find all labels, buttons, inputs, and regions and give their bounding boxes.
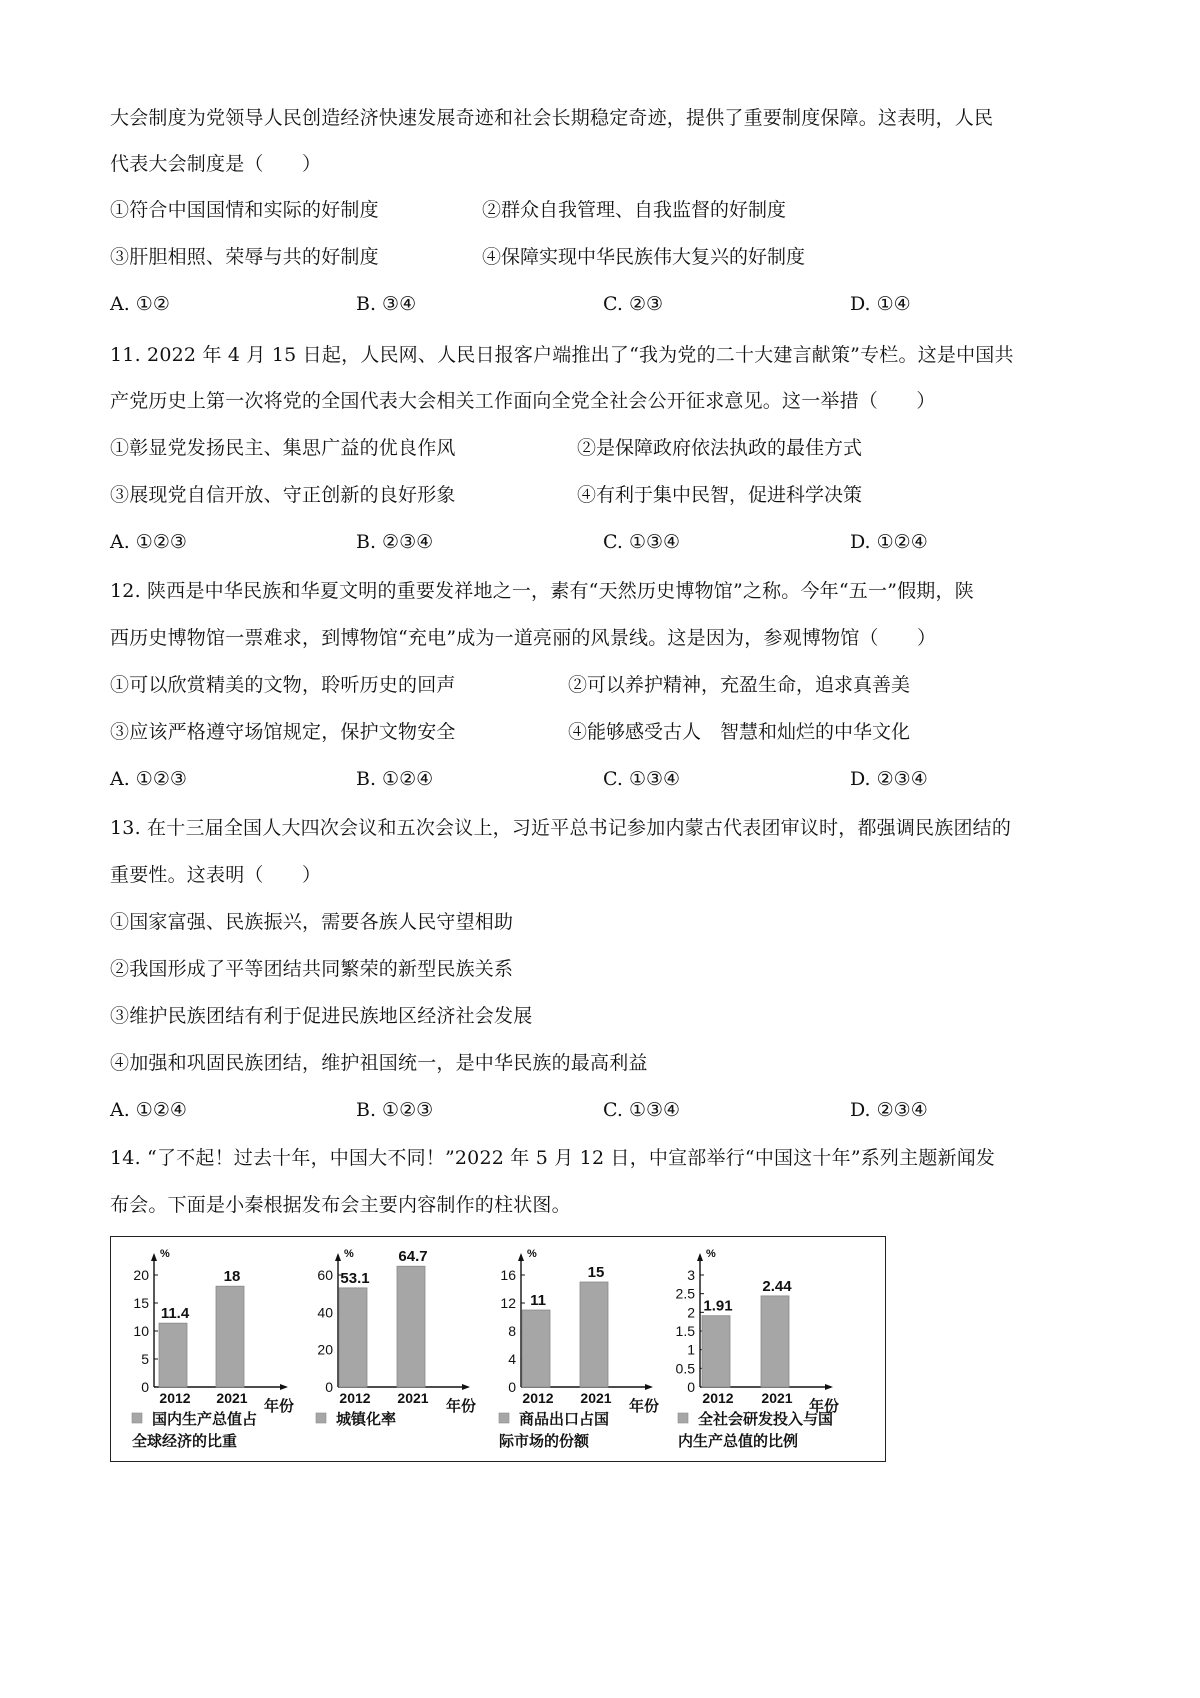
- chart-2-x-axis-arrow: [462, 1384, 470, 1390]
- chart-1-y-tick-label: 15: [133, 1295, 149, 1311]
- chart-3-x-axis-arrow: [645, 1384, 653, 1390]
- chart-3-category-label: 2012: [522, 1390, 554, 1406]
- chart-1-legend-swatch: [132, 1413, 142, 1423]
- chart-2-legend-swatch: [316, 1413, 326, 1423]
- chart-4-unit-label: %: [706, 1248, 716, 1260]
- chart-4-legend-swatch: [678, 1413, 688, 1423]
- question-10-choice-b: B. ③④: [356, 293, 417, 315]
- question-13-choice-c: C. ①③④: [603, 1099, 681, 1121]
- chart-4-category-label: 2021: [761, 1390, 793, 1406]
- chart-4-bar-value-label: 2.44: [762, 1277, 792, 1295]
- chart-4-y-tick-label: 1: [687, 1341, 695, 1358]
- chart-3-y-tick-label: 12: [500, 1295, 516, 1311]
- chart-3-y-tick-label: 8: [508, 1323, 516, 1339]
- question-14-stem-line-1: 14. “了不起！过去十年，中国大不同！”2022 年 5 月 12 日，中宣部举行“中国这十年”系列主题新闻发: [110, 1147, 996, 1169]
- chart-2-bar-value-label: 64.7: [398, 1248, 428, 1266]
- question-11-choice-a: A. ①②③: [110, 531, 187, 553]
- chart-2-legend-text: 城镇化率: [336, 1411, 397, 1428]
- question-14-stem-line-2: 布会。下面是小秦根据发布会主要内容制作的柱状图。: [110, 1194, 571, 1216]
- question-11-statement-4: ④有利于集中民智，促进科学决策: [577, 484, 863, 506]
- chart-4-legend-text: 内生产总值的比例: [678, 1433, 799, 1450]
- chart-3-y-tick-label: 4: [508, 1351, 516, 1367]
- question-12-statement-3: ③应该严格遵守场馆规定，保护文物安全: [110, 721, 456, 743]
- question-12-choice-c: C. ①③④: [603, 768, 681, 790]
- question-12-statement-2: ②可以养护精神，充盈生命，追求真善美: [568, 674, 911, 696]
- chart-1-category-label: 2021: [216, 1390, 248, 1406]
- question-12-choice-a: A. ①②③: [110, 768, 187, 790]
- chart-2-y-tick-label: 40: [317, 1304, 333, 1321]
- chart-1-x-axis-arrow: [280, 1384, 288, 1390]
- question-13-stem-line-1: 13. 在十三届全国人大四次会议和五次会议上，习近平总书记参加内蒙古代表团审议时，都强调民族团结的: [110, 817, 1012, 839]
- chart-1-y-tick-label: 20: [133, 1267, 149, 1283]
- question-10-stem-line-1: 大会制度为党领导人民创造经济快速发展奇迹和社会长期稳定奇迹，提供了重要制度保障。这表明，人民: [110, 107, 994, 129]
- chart-4-y-tick-label: 2.5: [675, 1285, 695, 1302]
- question-13-statement-1: ①国家富强、民族振兴，需要各族人民守望相助: [110, 911, 514, 933]
- chart-3-bar: [580, 1282, 608, 1387]
- chart-3-legend-swatch: [499, 1413, 509, 1423]
- question-11-choice-d: D. ①②④: [850, 531, 928, 553]
- chart-1-bar-value-label: 11.4: [160, 1305, 190, 1323]
- question-13-statement-3: ③维护民族团结有利于促进民族地区经济社会发展: [110, 1005, 533, 1027]
- chart-2-category-label: 2021: [397, 1390, 429, 1406]
- chart-4-y-tick-label: 3: [687, 1267, 695, 1283]
- chart-1-bar: [159, 1323, 187, 1387]
- chart-4-bar: [702, 1316, 730, 1387]
- chart-4-bar-value-label: 1.91: [703, 1297, 733, 1315]
- chart-4-x-axis-label: 年份: [809, 1398, 840, 1415]
- chart-4-y-tick-label: 0.5: [675, 1360, 695, 1377]
- question-10-choice-c: C. ②③: [603, 293, 664, 315]
- question-11-stem-line-2: 产党历史上第一次将党的全国代表大会相关工作面向全党全社会公开征求意见。这一举措（ ）: [110, 390, 936, 412]
- question-12-stem-line-2: 西历史博物馆一票难求，到博物馆“充电”成为一道亮丽的风景线。这是因为，参观博物馆（ ）: [110, 627, 937, 649]
- chart-2-category-label: 2012: [339, 1390, 371, 1406]
- chart-1-unit-label: %: [160, 1248, 170, 1260]
- question-12-statement-1: ①可以欣赏精美的文物，聆听历史的回声: [110, 674, 456, 696]
- chart-2-bar-value-label: 53.1: [340, 1269, 370, 1287]
- chart-3-x-axis-label: 年份: [629, 1398, 660, 1415]
- chart-3-legend-text: 商品出口占国: [519, 1411, 610, 1428]
- chart-1-bar-value-label: 18: [223, 1268, 241, 1286]
- question-10-statement-4: ④保障实现中华民族伟大复兴的好制度: [482, 246, 806, 268]
- chart-1-legend-text: 国内生产总值占: [152, 1411, 258, 1428]
- chart-3-bar: [522, 1310, 550, 1387]
- chart-3-category-label: 2021: [580, 1390, 612, 1406]
- chart-1-category-label: 2012: [159, 1390, 191, 1406]
- question-12-statement-4: ④能够感受古人 智慧和灿烂的中华文化: [568, 721, 911, 743]
- bar-charts-svg: [111, 1237, 884, 1460]
- chart-3-bar-value-label: 11: [530, 1292, 546, 1309]
- question-11-statement-1: ①彰显党发扬民主、集思广益的优良作风: [110, 437, 456, 459]
- chart-1-y-tick-label: 5: [141, 1351, 149, 1367]
- chart-4-y-tick-label: 0: [687, 1379, 695, 1395]
- question-12-choice-b: B. ①②④: [356, 768, 434, 790]
- question-11-stem-line-1: 11. 2022 年 4 月 15 日起，人民网、人民日报客户端推出了“我为党的二十大建言献策”专栏。这是中国共: [110, 344, 1014, 366]
- chart-3-y-tick-label: 16: [500, 1267, 516, 1283]
- question-10-choice-a: A. ①②: [110, 293, 170, 315]
- chart-3-bar-value-label: 15: [587, 1264, 605, 1281]
- chart-4-y-axis-arrow: [697, 1253, 703, 1261]
- chart-1-y-tick-label: 10: [133, 1323, 149, 1339]
- chart-2-y-tick-label: 20: [317, 1341, 333, 1358]
- chart-1-y-tick-label: 0: [141, 1379, 149, 1395]
- bar-chart-figure: [110, 1236, 886, 1462]
- chart-3-y-axis-arrow: [518, 1253, 524, 1261]
- chart-2-y-tick-label: 60: [317, 1267, 333, 1283]
- question-13-statement-2: ②我国形成了平等团结共同繁荣的新型民族关系: [110, 958, 514, 980]
- question-11-statement-2: ②是保障政府依法执政的最佳方式: [577, 437, 863, 459]
- chart-4-y-tick-label: 2: [687, 1304, 695, 1321]
- chart-4-category-label: 2012: [702, 1390, 734, 1406]
- question-10-statement-1: ①符合中国国情和实际的好制度: [110, 199, 379, 221]
- chart-3-legend-text: 际市场的份额: [499, 1433, 590, 1450]
- chart-2-x-axis-label: 年份: [446, 1398, 477, 1415]
- question-13-choice-a: A. ①②④: [110, 1099, 187, 1121]
- chart-4-legend-text: 全社会研发投入与国: [698, 1411, 834, 1428]
- chart-1-x-axis-label: 年份: [264, 1398, 295, 1415]
- question-13-choice-b: B. ①②③: [356, 1099, 434, 1121]
- chart-4-x-axis-arrow: [825, 1384, 833, 1390]
- chart-3-unit-label: %: [527, 1248, 537, 1260]
- question-10-statement-2: ②群众自我管理、自我监督的好制度: [482, 199, 787, 221]
- chart-1-y-axis-arrow: [151, 1253, 157, 1261]
- chart-4-bar: [761, 1296, 789, 1387]
- chart-1-bar: [216, 1286, 244, 1387]
- chart-1-legend-text: 全球经济的比重: [132, 1433, 238, 1450]
- question-10-statement-3: ③肝胆相照、荣辱与共的好制度: [110, 246, 379, 268]
- chart-2-bar: [397, 1266, 425, 1387]
- question-11-choice-b: B. ②③④: [356, 531, 434, 553]
- question-12-stem-line-1: 12. 陕西是中华民族和华夏文明的重要发祥地之一，素有“天然历史博物馆”之称。今年“五一”假期，陕: [110, 580, 974, 602]
- question-11-statement-3: ③展现党自信开放、守正创新的良好形象: [110, 484, 456, 506]
- chart-2-bar: [339, 1288, 367, 1387]
- question-13-statement-4: ④加强和巩固民族团结，维护祖国统一，是中华民族的最高利益: [110, 1052, 648, 1074]
- chart-2-y-axis-arrow: [335, 1253, 341, 1261]
- chart-4-y-tick-label: 1.5: [675, 1323, 695, 1339]
- question-12-choice-d: D. ②③④: [850, 768, 928, 790]
- question-13-choice-d: D. ②③④: [850, 1099, 928, 1121]
- chart-3-y-tick-label: 0: [508, 1379, 516, 1395]
- question-10-stem-line-2: 代表大会制度是（ ）: [110, 153, 322, 175]
- question-10-choice-d: D. ①④: [850, 293, 911, 315]
- chart-2-unit-label: %: [344, 1248, 354, 1260]
- question-11-choice-c: C. ①③④: [603, 531, 681, 553]
- chart-2-y-tick-label: 0: [325, 1379, 333, 1395]
- question-13-stem-line-2: 重要性。这表明（ ）: [110, 864, 322, 886]
